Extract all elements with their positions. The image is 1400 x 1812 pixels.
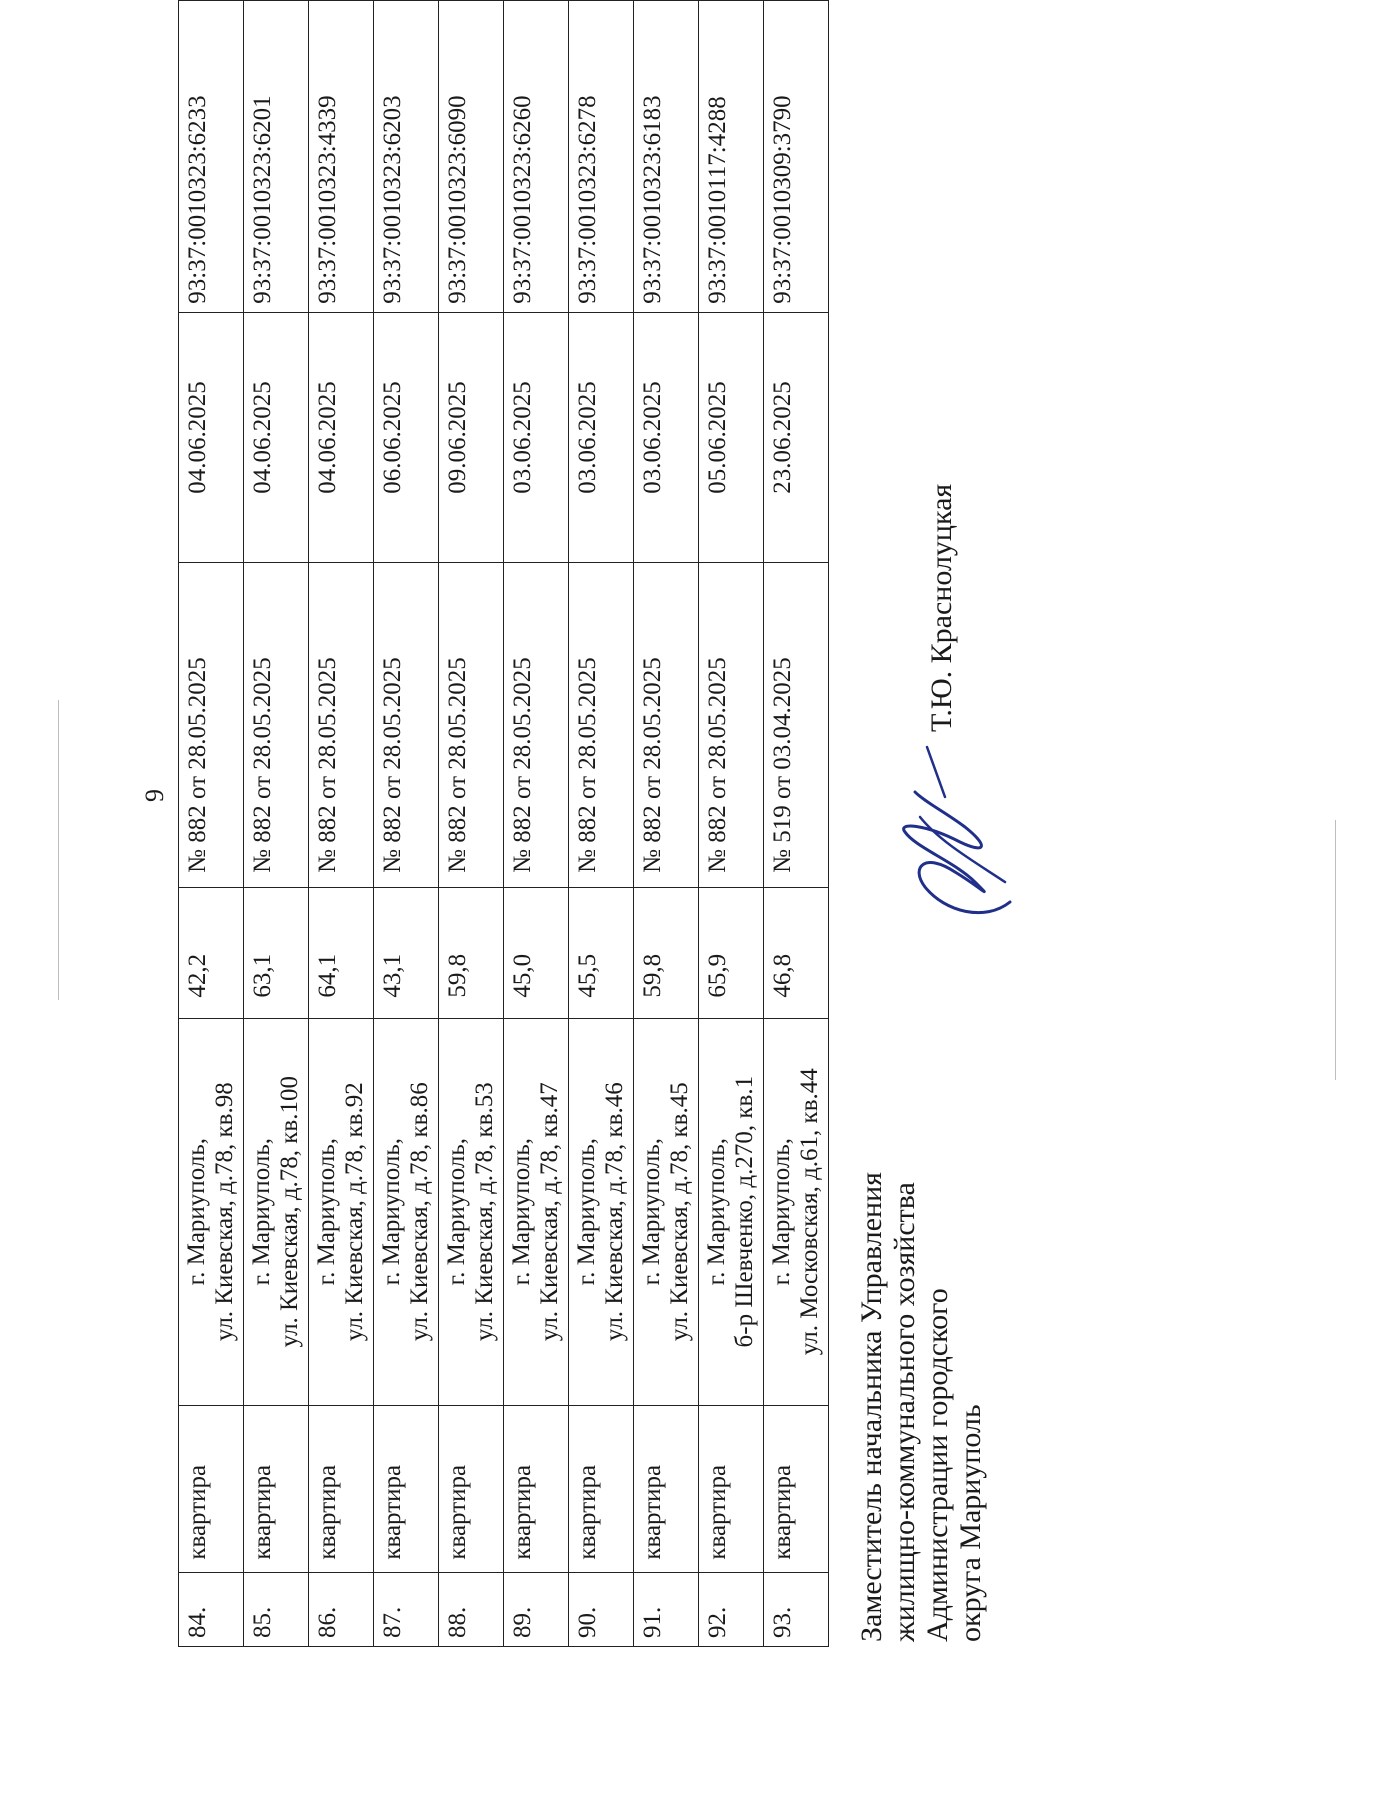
cadastral-number: 93:37:0010323:4339 [309, 1, 374, 313]
row-number: 93. [764, 1572, 829, 1646]
address [569, 1018, 634, 1405]
document-reference: № 882 от 28.05.2025 [699, 563, 764, 888]
document-reference: № 882 от 28.05.2025 [569, 563, 634, 888]
document-reference: № 882 от 28.05.2025 [504, 563, 569, 888]
cadastral-number: 93:37:0010309:3790 [764, 1, 829, 313]
address [179, 1018, 244, 1405]
property-type: квартира [244, 1405, 309, 1572]
cadastral-number: 93:37:0010323:6183 [634, 1, 699, 313]
property-type: квартира [569, 1405, 634, 1572]
address-city: г. Мариуполь, [508, 1138, 535, 1286]
signer-name: Т.Ю. Краснолуцкая [925, 483, 958, 732]
address-city: г. Мариуполь, [638, 1138, 665, 1286]
address [374, 1018, 439, 1405]
address-street: ул. Киевская, д.78, кв.100 [276, 1076, 303, 1348]
address-city: г. Мариуполь, [443, 1138, 470, 1286]
address-street: ул. Киевская, д.78, кв.45 [666, 1082, 693, 1342]
row-number: 89. [504, 1572, 569, 1646]
address [244, 1018, 309, 1405]
document-reference: № 882 от 28.05.2025 [309, 563, 374, 888]
cadastral-number: 93:37:0010117:4288 [699, 1, 764, 313]
row-number: 86. [309, 1572, 374, 1646]
registration-date: 23.06.2025 [764, 312, 829, 562]
document-reference: № 519 от 03.04.2025 [764, 563, 829, 888]
table-row [634, 1, 699, 1647]
property-registry-table [178, 0, 829, 1647]
area: 64,1 [309, 887, 374, 1018]
address-street: б-р Шевченко, д.270, кв.1 [731, 1075, 758, 1348]
address [764, 1018, 829, 1405]
handwritten-signature [885, 742, 1025, 942]
address-city: г. Мариуполь, [768, 1138, 795, 1286]
row-number: 88. [439, 1572, 504, 1646]
address [634, 1018, 699, 1405]
document-reference: № 882 от 28.05.2025 [374, 563, 439, 888]
area: 45,0 [504, 887, 569, 1018]
position-line: Администрации городского [921, 1288, 954, 1642]
row-number: 90. [569, 1572, 634, 1646]
address-street: ул. Киевская, д.78, кв.98 [211, 1082, 238, 1342]
row-number: 87. [374, 1572, 439, 1646]
property-type: квартира [764, 1405, 829, 1572]
row-number: 84. [179, 1572, 244, 1646]
registration-date: 04.06.2025 [179, 312, 244, 562]
document-reference: № 882 от 28.05.2025 [179, 563, 244, 888]
table-row [699, 1, 764, 1647]
position-line: Заместитель начальника Управления [855, 1172, 888, 1642]
area: 59,8 [634, 887, 699, 1018]
address [439, 1018, 504, 1405]
address [309, 1018, 374, 1405]
table-row [439, 1, 504, 1647]
table-row [764, 1, 829, 1647]
row-number: 91. [634, 1572, 699, 1646]
cadastral-number: 93:37:0010323:6278 [569, 1, 634, 313]
area: 46,8 [764, 887, 829, 1018]
registration-date: 03.06.2025 [504, 312, 569, 562]
table-row [374, 1, 439, 1647]
cadastral-number: 93:37:0010323:6260 [504, 1, 569, 313]
table-body [179, 1, 829, 1647]
property-type: квартира [374, 1405, 439, 1572]
row-number: 92. [699, 1572, 764, 1646]
table-row [244, 1, 309, 1647]
area: 59,8 [439, 887, 504, 1018]
cadastral-number: 93:37:0010323:6233 [179, 1, 244, 313]
registration-date: 03.06.2025 [569, 312, 634, 562]
position-line: жилищно-коммунального хозяйства [888, 1182, 921, 1642]
scan-edge-line [1335, 820, 1336, 1080]
document-reference: № 882 от 28.05.2025 [244, 563, 309, 888]
property-type: квартира [634, 1405, 699, 1572]
table-row [504, 1, 569, 1647]
property-type: квартира [504, 1405, 569, 1572]
document-reference: № 882 от 28.05.2025 [634, 563, 699, 888]
registration-date: 09.06.2025 [439, 312, 504, 562]
property-type: квартира [439, 1405, 504, 1572]
table-row [309, 1, 374, 1647]
table-row [179, 1, 244, 1647]
address-street: ул. Киевская, д.78, кв.46 [601, 1082, 628, 1342]
address-street: ул. Московская, д.61, кв.44 [796, 1068, 823, 1356]
address-city: г. Мариуполь, [248, 1138, 275, 1286]
cadastral-number: 93:37:0010323:6201 [244, 1, 309, 313]
registration-date: 04.06.2025 [309, 312, 374, 562]
registration-date: 03.06.2025 [634, 312, 699, 562]
registration-date: 05.06.2025 [699, 312, 764, 562]
area: 65,9 [699, 887, 764, 1018]
area: 42,2 [179, 887, 244, 1018]
signer-position [855, 1022, 987, 1642]
address-street: ул. Киевская, д.78, кв.86 [406, 1082, 433, 1342]
cadastral-number: 93:37:0010323:6090 [439, 1, 504, 313]
address-street: ул. Киевская, д.78, кв.53 [471, 1082, 498, 1342]
cadastral-number: 93:37:0010323:6203 [374, 1, 439, 313]
address-city: г. Мариуполь, [183, 1138, 210, 1286]
registration-date: 06.06.2025 [374, 312, 439, 562]
address-city: г. Мариуполь, [378, 1138, 405, 1286]
document-reference: № 882 от 28.05.2025 [439, 563, 504, 888]
address-city: г. Мариуполь, [703, 1138, 730, 1286]
address-street: ул. Киевская, д.78, кв.47 [536, 1082, 563, 1342]
page-number: 9 [140, 788, 169, 802]
address-city: г. Мариуполь, [573, 1138, 600, 1286]
position-line: округа Мариуполь [954, 1404, 987, 1642]
registration-date: 04.06.2025 [244, 312, 309, 562]
address [504, 1018, 569, 1405]
property-type: квартира [309, 1405, 374, 1572]
property-type: квартира [699, 1405, 764, 1572]
row-number: 85. [244, 1572, 309, 1646]
scan-edge-line [58, 700, 59, 1000]
address-street: ул. Киевская, д.78, кв.92 [341, 1082, 368, 1342]
address-city: г. Мариуполь, [313, 1138, 340, 1286]
area: 43,1 [374, 887, 439, 1018]
area: 63,1 [244, 887, 309, 1018]
table-row [569, 1, 634, 1647]
area: 45,5 [569, 887, 634, 1018]
property-type: квартира [179, 1405, 244, 1572]
address [699, 1018, 764, 1405]
